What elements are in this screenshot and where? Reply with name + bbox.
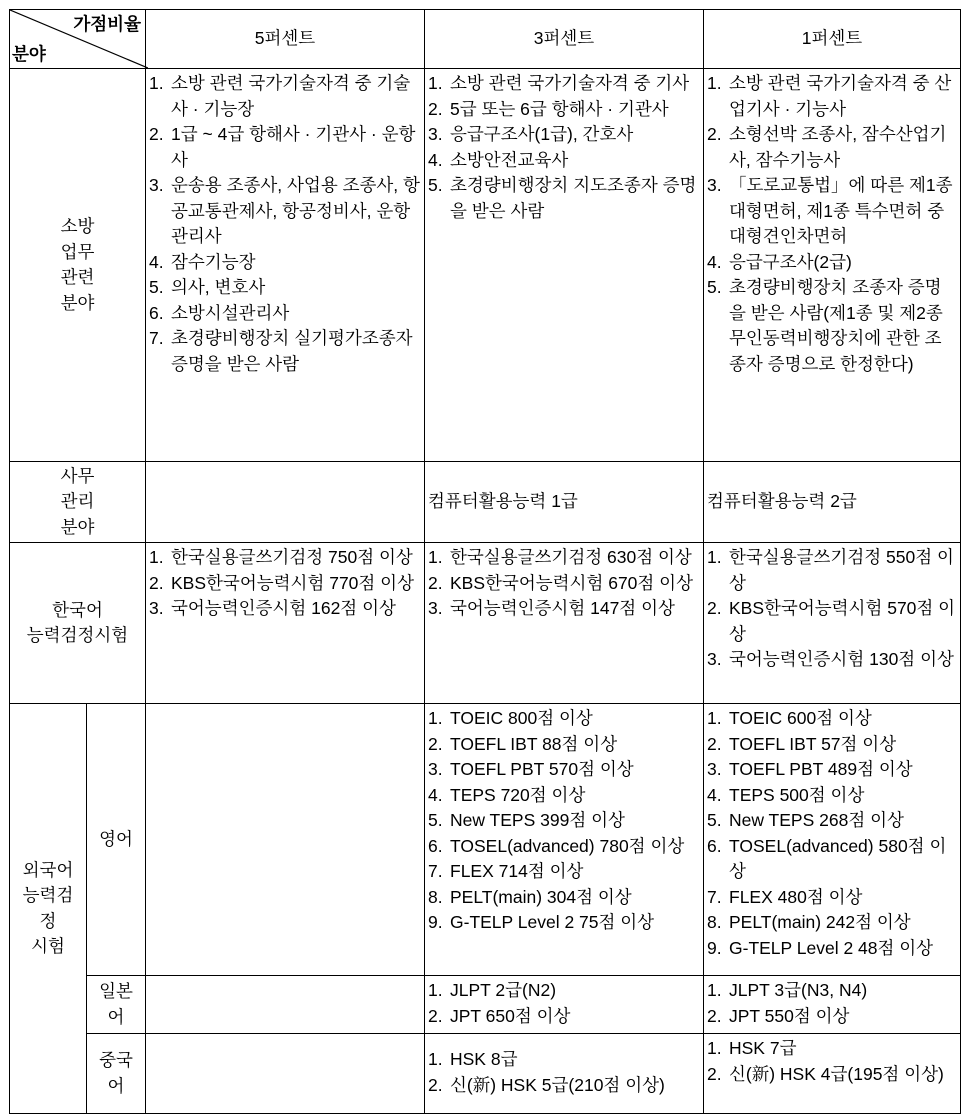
list-item-number: 4. (707, 251, 722, 272)
category-foreign-line: 외국어 (22, 859, 74, 880)
list-item-text: 5급 또는 6급 항해사 · 기관사 (450, 98, 669, 119)
category-korean-line: 능력검정시험 (26, 625, 129, 645)
list-item-text: TOSEL(advanced) 780점 이상 (450, 835, 685, 856)
list-item-number: 5. (707, 810, 722, 830)
list-item-text: 소방 관련 국가기술자격 중 산업기사 · 기능사 (729, 73, 952, 119)
subcategory-chinese-line: 어 (107, 1075, 125, 1096)
list-item (707, 978, 958, 1004)
row-korean (10, 543, 961, 704)
list-item-number: 2. (149, 572, 164, 593)
category-korean (10, 543, 146, 704)
list-item-text: JPT 550점 이상 (729, 1005, 850, 1026)
list-item (707, 173, 958, 250)
list-item-text: JPT 650점 이상 (450, 1005, 571, 1026)
list-item-number: 1. (428, 980, 443, 1000)
header-row (10, 10, 961, 69)
list-item (707, 71, 958, 122)
list-item (428, 173, 701, 224)
list-item (707, 647, 958, 673)
cell-japanese-5pct (146, 976, 425, 1034)
list-item (428, 885, 701, 911)
list-item (428, 97, 701, 123)
list-item-text: 초경량비행장치 실기평가조종자 증명을 받은 사람 (171, 328, 413, 374)
list-item-number: 1. (149, 547, 164, 567)
list-item (149, 250, 422, 276)
list-item (707, 1036, 958, 1062)
list-item-text: 한국실용글쓰기검정 630점 이상 (450, 547, 692, 567)
list-item-number: 2. (707, 733, 722, 754)
list-item (707, 122, 958, 173)
list-item-number: 8. (707, 912, 722, 932)
cell-english-5pct (146, 704, 425, 976)
cell-fire-1pct (704, 69, 961, 462)
list-item-number: 2. (149, 124, 164, 144)
category-fire (10, 69, 146, 462)
corner-label-field: 분야 (12, 43, 46, 64)
list-item (428, 732, 701, 758)
list-item-text: G-TELP Level 2 48점 이상 (729, 937, 934, 958)
category-fire-line: 업무 (60, 241, 95, 262)
row-japanese (10, 976, 961, 1034)
list-item-text: KBS한국어능력시험 770점 이상 (171, 572, 414, 593)
cell-english-1pct (704, 704, 961, 976)
col-header-3pct: 3퍼센트 (425, 10, 704, 69)
cell-fire-5pct (146, 69, 425, 462)
list-item (707, 808, 958, 834)
list-item (149, 173, 422, 250)
category-fire-line: 소방 (60, 216, 95, 236)
list-item (149, 545, 422, 571)
list-item-number: 5. (707, 277, 722, 297)
list-item (707, 757, 958, 783)
list-item (707, 1004, 958, 1030)
list-item-text: TEPS 500점 이상 (729, 784, 865, 805)
list-item-number: 2. (428, 1074, 443, 1095)
cell-korean-1pct (704, 543, 961, 704)
list-item-text: TOEFL IBT 88점 이상 (450, 733, 618, 754)
list-item-text: JLPT 3급(N3, N4) (729, 980, 868, 1000)
list-item-text: KBS한국어능력시험 670점 이상 (450, 572, 693, 593)
category-office-line: 관리 (60, 491, 95, 512)
list-item-text: 운송용 조종사, 사업용 조종사, 항공교통관제사, 항공정비사, 운항관리사 (171, 175, 420, 246)
cell-chinese-1pct (704, 1034, 961, 1114)
list-item-number: 1. (428, 708, 443, 728)
category-office-line: 사무 (60, 465, 95, 486)
list-item-number: 3. (428, 124, 443, 144)
list-item-text: 한국실용글쓰기검정 550점 이상 (729, 547, 954, 593)
list-item-number: 5. (428, 175, 443, 195)
list-item (149, 122, 422, 173)
list-item (149, 326, 422, 377)
cell-english-3pct (425, 704, 704, 976)
list-item-text: FLEX 714점 이상 (450, 861, 584, 881)
list-item-number: 1. (707, 547, 722, 567)
list-item-text: 소방 관련 국가기술자격 중 기사 (450, 73, 690, 93)
list-item-number: 5. (428, 810, 443, 830)
list-item-text: TOEFL IBT 57점 이상 (729, 733, 897, 754)
list-item-text: New TEPS 268점 이상 (729, 810, 904, 830)
list-item (149, 571, 422, 597)
list-item-text: FLEX 480점 이상 (729, 886, 863, 907)
list-item-number: 4. (707, 784, 722, 805)
list-item-text: 한국실용글쓰기검정 750점 이상 (171, 547, 413, 567)
list-item (149, 301, 422, 327)
cell-chinese-3pct (425, 1034, 704, 1114)
list-item (428, 545, 701, 571)
list-item (428, 1047, 701, 1073)
list-item-text: 국어능력인증시험 147점 이상 (450, 598, 675, 618)
list-item (707, 596, 958, 647)
list-item-number: 9. (707, 937, 722, 958)
list-item (707, 275, 958, 377)
list-item-text: HSK 7급 (729, 1038, 797, 1058)
list-item-number: 2. (428, 98, 443, 119)
list-item (707, 834, 958, 885)
list-item-text: 「도로교통법」에 따른 제1종 대형면허, 제1종 특수면허 중 대형견인차면허 (729, 175, 953, 246)
col-header-1pct: 1퍼센트 (704, 10, 961, 69)
corner-header-cell (10, 10, 146, 69)
list-item (707, 783, 958, 809)
list-item-number: 3. (149, 175, 164, 195)
list-item-text: 초경량비행장치 조종자 증명을 받은 사람(제1종 및 제2종 무인동력비행장치에 관한 조종자 증명으로 한정한다) (729, 277, 943, 374)
list-item (428, 596, 701, 622)
category-foreign-line: 시험 (31, 936, 65, 956)
list-item (428, 148, 701, 174)
list-item-number: 1. (707, 1038, 722, 1058)
list-item (428, 834, 701, 860)
list-item-text: TOEFL PBT 570점 이상 (450, 759, 634, 779)
list-item-number: 6. (707, 835, 722, 856)
list-item-number: 2. (428, 733, 443, 754)
category-office (10, 462, 146, 543)
list-item-number: 1. (707, 708, 722, 728)
list-item-number: 4. (428, 784, 443, 805)
list-item (149, 275, 422, 301)
list-item (707, 910, 958, 936)
bonus-ratio-table (9, 9, 961, 1114)
list-item-number: 1. (707, 73, 722, 93)
list-item-number: 7. (149, 328, 164, 348)
list-item (428, 122, 701, 148)
list-item-text: 소방시설관리사 (171, 302, 290, 323)
list-item (149, 596, 422, 622)
cell-office-1pct: 컴퓨터활용능력 2급 (704, 462, 961, 543)
list-item-number: 3. (428, 598, 443, 618)
list-item-number: 2. (707, 124, 722, 144)
list-item-text: 소형선박 조종사, 잠수산업기사, 잠수기능사 (729, 124, 947, 170)
subcategory-japanese-line: 어 (107, 1006, 125, 1027)
subcategory-japanese-line: 일본 (99, 981, 133, 1001)
category-korean-line: 한국어 (52, 599, 103, 620)
subcategory-english: 영어 (87, 704, 146, 976)
list-item-text: HSK 8급 (450, 1049, 518, 1069)
list-item-number: 3. (707, 175, 722, 195)
list-item-text: TOSEL(advanced) 580점 이상 (729, 835, 947, 881)
list-item-text: 신(新) HSK 5급(210점 이상) (450, 1074, 665, 1095)
list-item-text: 의사, 변호사 (171, 277, 266, 297)
category-foreign (10, 704, 87, 1114)
list-item (707, 732, 958, 758)
list-item-text: 초경량비행장치 지도조종자 증명을 받은 사람 (450, 175, 697, 221)
list-item-text: 국어능력인증시험 130점 이상 (729, 649, 954, 669)
list-item-number: 1. (149, 73, 164, 93)
row-fire (10, 69, 961, 462)
subcategory-chinese-line: 중국 (99, 1050, 133, 1070)
cell-office-3pct: 컴퓨터활용능력 1급 (425, 462, 704, 543)
subcategory-japanese (87, 976, 146, 1034)
list-item-text: 국어능력인증시험 162점 이상 (171, 598, 396, 618)
category-foreign-line: 정 (39, 910, 57, 931)
list-item (428, 757, 701, 783)
col-header-5pct: 5퍼센트 (146, 10, 425, 69)
list-item (428, 571, 701, 597)
list-item-number: 1. (428, 1049, 443, 1069)
category-foreign-line: 능력검 (22, 885, 74, 905)
cell-office-5pct (146, 462, 425, 543)
list-item-number: 9. (428, 912, 443, 932)
row-english (10, 704, 961, 976)
list-item-number: 3. (149, 598, 164, 618)
list-item-number: 2. (707, 1063, 722, 1084)
list-item-text: New TEPS 399점 이상 (450, 810, 625, 830)
list-item (428, 783, 701, 809)
corner-label-ratio: 가점비율 (73, 14, 141, 34)
list-item-number: 7. (707, 886, 722, 907)
list-item-number: 6. (428, 835, 443, 856)
cell-fire-3pct (425, 69, 704, 462)
list-item (428, 1004, 701, 1030)
category-fire-line: 관련 (60, 267, 95, 287)
list-item-number: 2. (428, 572, 443, 593)
list-item (707, 1062, 958, 1088)
cell-chinese-5pct (146, 1034, 425, 1114)
list-item-text: TOEFL PBT 489점 이상 (729, 759, 913, 779)
row-chinese (10, 1034, 961, 1114)
list-item (428, 71, 701, 97)
list-item-text: TOEIC 800점 이상 (450, 708, 593, 728)
list-item (707, 885, 958, 911)
list-item-number: 6. (149, 302, 164, 323)
list-item-text: 신(新) HSK 4급(195점 이상) (729, 1063, 944, 1084)
list-item-number: 2. (428, 1005, 443, 1026)
list-item-number: 7. (428, 861, 443, 881)
list-item (149, 71, 422, 122)
list-item-text: JLPT 2급(N2) (450, 980, 557, 1000)
cell-japanese-1pct (704, 976, 961, 1034)
list-item-number: 3. (707, 759, 722, 779)
list-item (428, 859, 701, 885)
cell-korean-3pct (425, 543, 704, 704)
list-item (428, 706, 701, 732)
list-item (707, 250, 958, 276)
list-item-number: 2. (707, 598, 722, 618)
list-item-text: PELT(main) 304점 이상 (450, 886, 632, 907)
list-item-number: 4. (149, 251, 164, 272)
list-item (707, 936, 958, 962)
list-item-text: 응급구조사(1급), 간호사 (450, 124, 634, 144)
list-item (428, 978, 701, 1004)
list-item (428, 808, 701, 834)
list-item (707, 545, 958, 596)
subcategory-chinese (87, 1034, 146, 1114)
list-item-text: 응급구조사(2급) (729, 251, 852, 272)
list-item-text: KBS한국어능력시험 570점 이상 (729, 598, 956, 644)
list-item-text: 소방 관련 국가기술자격 중 기술사 · 기능장 (171, 73, 411, 119)
list-item-number: 8. (428, 886, 443, 907)
list-item-text: 1급 ~ 4급 항해사 · 기관사 · 운항사 (171, 124, 416, 170)
list-item-number: 1. (428, 73, 443, 93)
cell-japanese-3pct (425, 976, 704, 1034)
list-item-number: 3. (707, 649, 722, 669)
list-item-number: 5. (149, 277, 164, 297)
list-item-text: 소방안전교육사 (450, 149, 569, 170)
list-item-number: 1. (428, 547, 443, 567)
list-item-text: TOEIC 600점 이상 (729, 708, 872, 728)
list-item (428, 910, 701, 936)
list-item-number: 2. (707, 1005, 722, 1026)
list-item-number: 3. (428, 759, 443, 779)
list-item-text: PELT(main) 242점 이상 (729, 912, 911, 932)
list-item-number: 1. (707, 980, 722, 1000)
list-item-number: 4. (428, 149, 443, 170)
list-item (428, 1073, 701, 1099)
category-office-line: 분야 (60, 516, 95, 537)
list-item-text: 잠수기능장 (171, 251, 256, 272)
cell-korean-5pct (146, 543, 425, 704)
category-fire-line: 분야 (60, 292, 95, 313)
list-item-text: TEPS 720점 이상 (450, 784, 586, 805)
list-item-text: G-TELP Level 2 75점 이상 (450, 912, 655, 932)
list-item (707, 706, 958, 732)
row-office (10, 462, 961, 543)
